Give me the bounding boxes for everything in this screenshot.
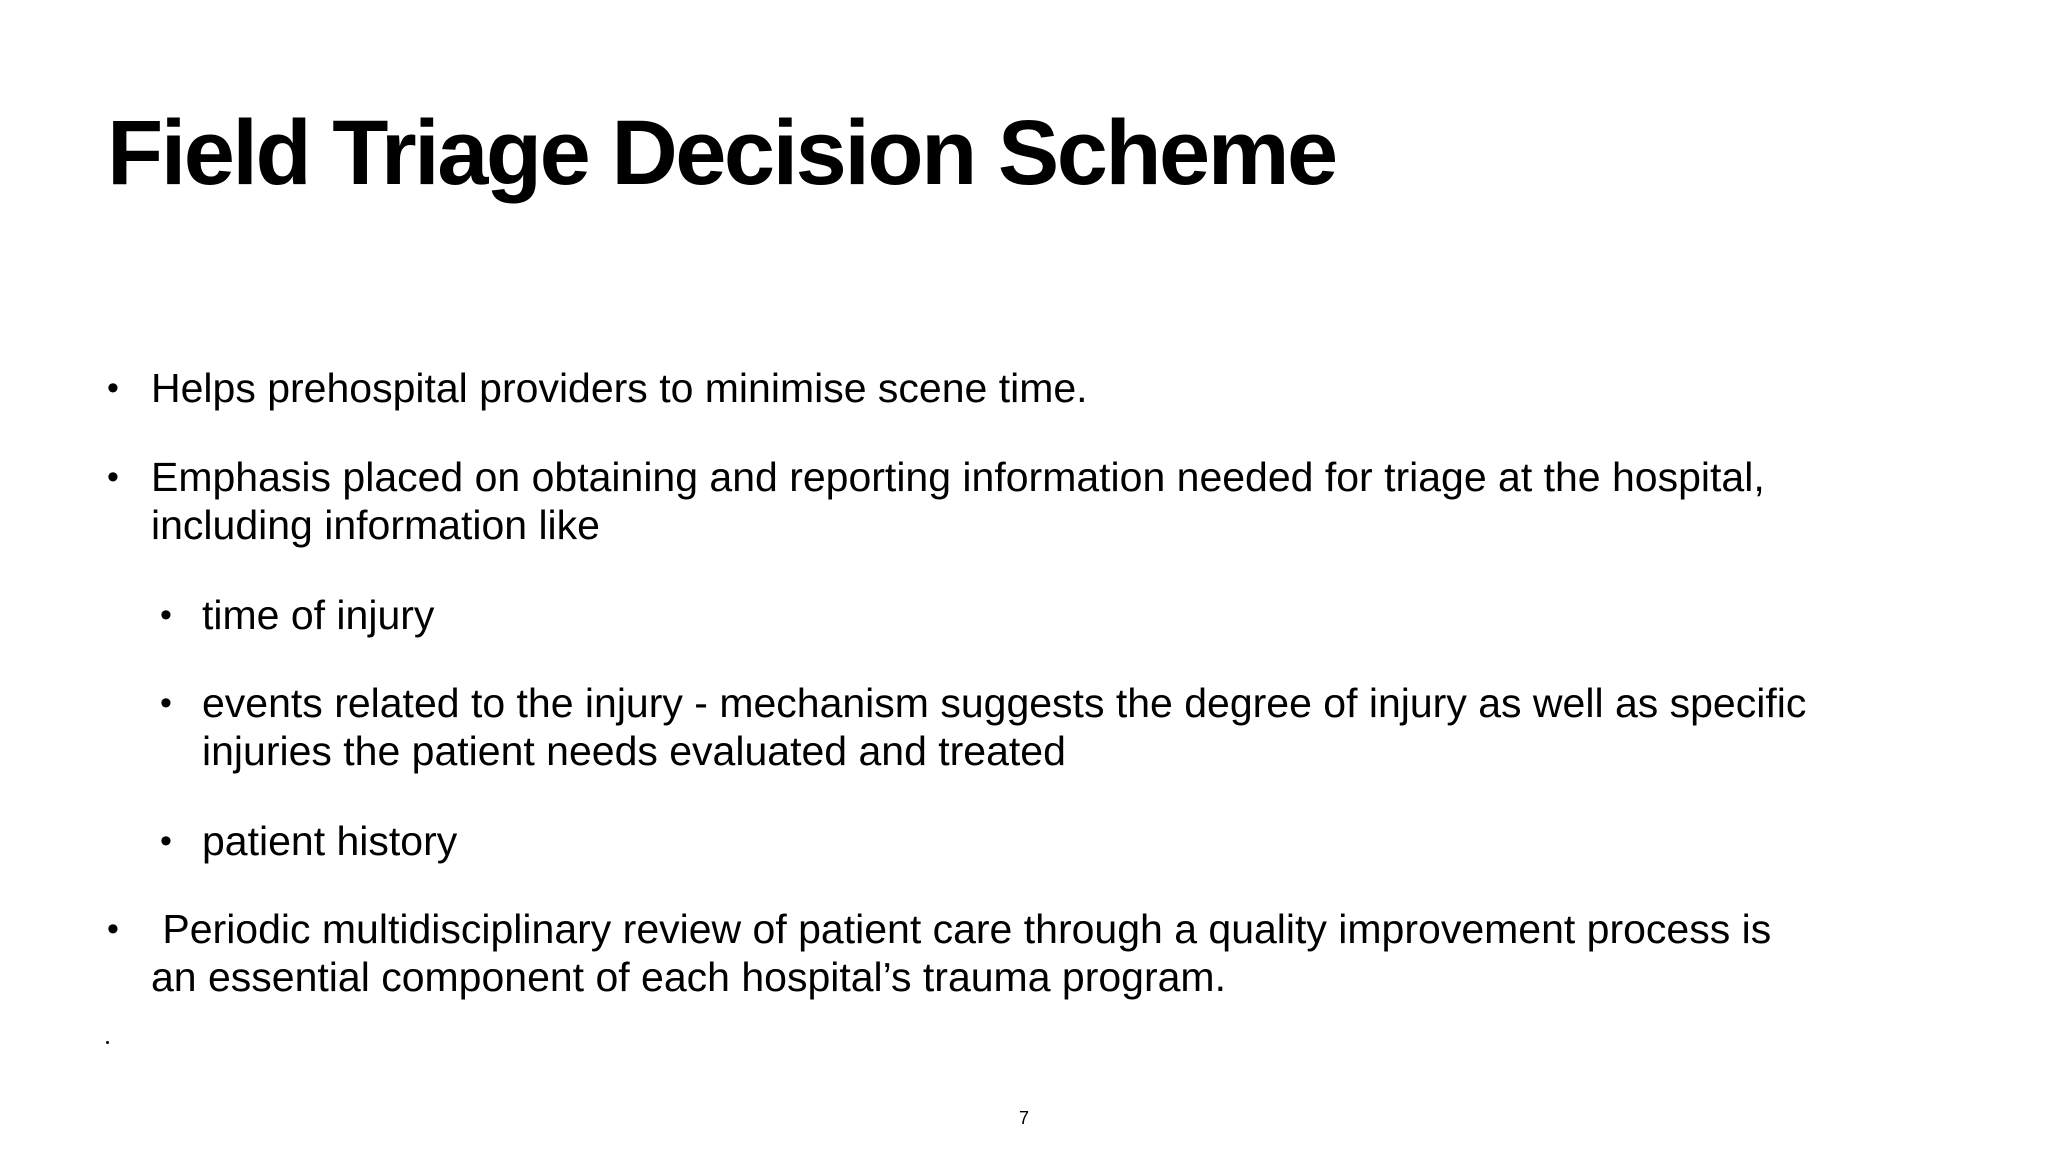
bullet-item-2 — [107, 453, 1765, 549]
bullet-item-1 — [107, 364, 1088, 412]
bullet-icon: • — [107, 910, 119, 948]
bullet-line: including information like — [151, 502, 600, 548]
bullet-icon: • — [160, 822, 172, 860]
bullet-icon: • — [107, 458, 119, 496]
sub-bullet-item-2 — [160, 679, 1807, 775]
sub-bullet-item-3 — [160, 817, 458, 865]
bullet-item-3 — [107, 905, 1772, 1001]
page-number: 7 — [1018, 1108, 1029, 1128]
bullet-line: Emphasis placed on obtaining and reporting information needed for triage at the hospital, — [151, 454, 1765, 500]
bullet-line: patient history — [202, 818, 458, 864]
bullet-line: injuries the patient needs evaluated and treated — [202, 728, 1066, 774]
bullet-icon: • — [160, 684, 172, 722]
bullet-line: events related to the injury - mechanism suggests the degree of injury as well as specific — [202, 680, 1807, 726]
bullet-icon: • — [107, 369, 119, 407]
bullet-line: time of injury — [202, 592, 435, 638]
bullet-line: Periodic multidisciplinary review of patient care through a quality improvement process is — [151, 906, 1772, 952]
sub-bullet-item-1 — [160, 591, 435, 639]
bullet-line: an essential component of each hospital’s trauma program. — [151, 954, 1226, 1000]
stray-dot — [106, 1041, 109, 1044]
bullet-icon: • — [160, 596, 172, 634]
slide-title: Field Triage Decision Scheme — [107, 102, 1336, 204]
bullet-line: Helps prehospital providers to minimise scene time. — [151, 365, 1088, 411]
